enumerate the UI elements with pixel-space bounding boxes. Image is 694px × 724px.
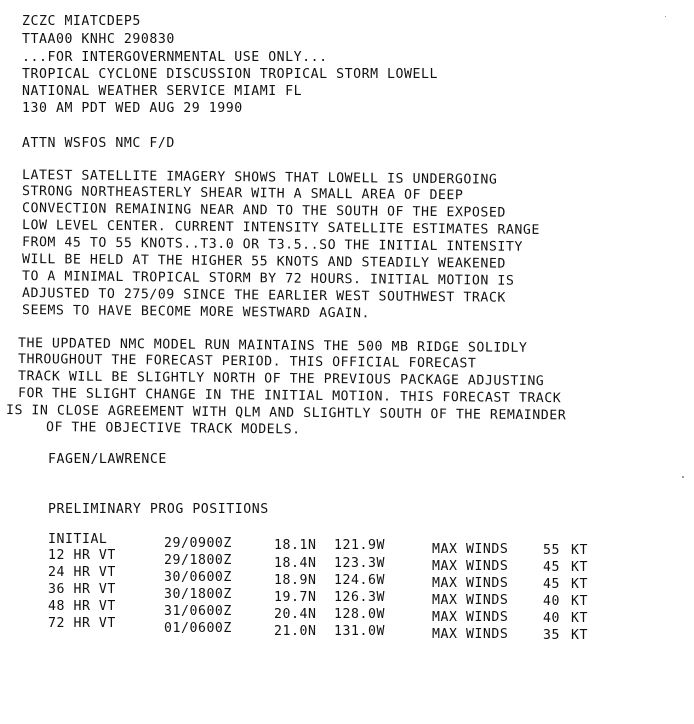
prog-speed: 40 bbox=[543, 611, 560, 626]
prog-lat: 21.0N bbox=[274, 624, 317, 639]
prog-label: 72 HR VT bbox=[48, 616, 116, 631]
prog-time: 01/0600Z bbox=[164, 621, 232, 636]
header-line: NATIONAL WEATHER SERVICE MIAMI FL bbox=[22, 84, 303, 99]
prog-time: 31/0600Z bbox=[164, 604, 232, 619]
prog-winds-label: MAX WINDS bbox=[432, 610, 509, 625]
header-line: TTAA00 KNHC 290830 bbox=[22, 32, 175, 47]
paragraph-line: WILL BE HELD AT THE HIGHER 55 KNOTS AND STEADILY WEAKENED bbox=[21, 252, 506, 272]
prog-winds-label: MAX WINDS bbox=[432, 576, 509, 591]
prog-unit: KT bbox=[571, 560, 588, 575]
prog-speed: 40 bbox=[543, 594, 560, 609]
prog-time: 29/1800Z bbox=[164, 553, 232, 568]
prog-lon: 128.0W bbox=[334, 607, 385, 622]
paragraph-line: FROM 45 TO 55 KNOTS..T3.0 OR T3.5..SO THE INITIAL INTENSITY bbox=[21, 235, 523, 255]
prog-unit: KT bbox=[571, 611, 588, 626]
prog-lon: 126.3W bbox=[334, 590, 385, 605]
paragraph-line: LOW LEVEL CENTER. CURRENT INTENSITY SATELLITE ESTIMATES RANGE bbox=[21, 218, 540, 238]
paragraph-line: SEEMS TO HAVE BECOME MORE WESTWARD AGAIN. bbox=[21, 303, 371, 322]
scan-speck bbox=[665, 16, 666, 17]
paragraph-line: OF THE OBJECTIVE TRACK MODELS. bbox=[45, 420, 301, 438]
prog-unit: KT bbox=[571, 594, 588, 609]
prog-time: 30/0600Z bbox=[164, 570, 232, 585]
signature: FAGEN/LAWRENCE bbox=[48, 452, 167, 467]
prog-title: PRELIMINARY PROG POSITIONS bbox=[48, 502, 269, 517]
prog-winds-label: MAX WINDS bbox=[432, 542, 509, 557]
prog-lon: 123.3W bbox=[334, 556, 385, 571]
prog-lon: 121.9W bbox=[334, 538, 385, 553]
prog-speed: 45 bbox=[543, 560, 560, 575]
prog-lat: 18.9N bbox=[274, 573, 317, 588]
paragraph-line: LATEST SATELLITE IMAGERY SHOWS THAT LOWELL IS UNDERGOING bbox=[21, 168, 498, 188]
paragraph-line: IS IN CLOSE AGREEMENT WITH QLM AND SLIGHTLY SOUTH OF THE REMAINDER bbox=[5, 403, 567, 424]
prog-lat: 19.7N bbox=[274, 590, 317, 605]
prog-speed: 45 bbox=[543, 577, 560, 592]
prog-label: 12 HR VT bbox=[48, 548, 116, 563]
prog-lon: 124.6W bbox=[334, 573, 385, 588]
prog-lat: 18.1N bbox=[274, 538, 317, 553]
prog-time: 30/1800Z bbox=[164, 587, 232, 602]
attn-line: ATTN WSFOS NMC F/D bbox=[22, 136, 175, 151]
prog-label: 24 HR VT bbox=[48, 565, 116, 580]
paragraph-line: CONVECTION REMAINING NEAR AND TO THE SOUTH OF THE EXPOSED bbox=[21, 201, 506, 221]
prog-winds-label: MAX WINDS bbox=[432, 593, 509, 608]
prog-unit: KT bbox=[571, 543, 588, 558]
scan-speck bbox=[682, 476, 684, 478]
prog-time: 29/0900Z bbox=[164, 536, 232, 551]
prog-label: 36 HR VT bbox=[48, 582, 116, 597]
prog-unit: KT bbox=[571, 577, 588, 592]
prog-lat: 20.4N bbox=[274, 607, 317, 622]
prog-lat: 18.4N bbox=[274, 556, 317, 571]
prog-winds-label: MAX WINDS bbox=[432, 559, 509, 574]
paragraph-line: TO A MINIMAL TROPICAL STORM BY 72 HOURS. INITIAL MOTION IS bbox=[21, 269, 515, 289]
prog-label: 48 HR VT bbox=[48, 599, 116, 614]
prog-unit: KT bbox=[571, 628, 588, 643]
header-line: 130 AM PDT WED AUG 29 1990 bbox=[22, 101, 243, 116]
header-line: ...FOR INTERGOVERNMENTAL USE ONLY... bbox=[22, 50, 328, 65]
paragraph-line: TRACK WILL BE SLIGHTLY NORTH OF THE PREVIOUS PACKAGE ADJUSTING bbox=[17, 369, 545, 390]
header-line: ZCZC MIATCDEP5 bbox=[22, 14, 141, 29]
paragraph-line: THE UPDATED NMC MODEL RUN MAINTAINS THE 500 MB RIDGE SOLIDLY bbox=[17, 336, 528, 356]
prog-speed: 55 bbox=[543, 543, 560, 558]
prog-label: INITIAL bbox=[48, 532, 108, 547]
prog-lon: 131.0W bbox=[334, 624, 385, 639]
prog-winds-label: MAX WINDS bbox=[432, 627, 509, 642]
paragraph-line: THROUGHOUT THE FORECAST PERIOD. THIS OFFICIAL FORECAST bbox=[17, 352, 477, 372]
prog-speed: 35 bbox=[543, 628, 560, 643]
paragraph-line: ADJUSTED TO 275/09 SINCE THE EARLIER WEST SOUTHWEST TRACK bbox=[21, 286, 506, 306]
paragraph-line: STRONG NORTHEASTERLY SHEAR WITH A SMALL AREA OF DEEP bbox=[21, 184, 464, 204]
header-line: TROPICAL CYCLONE DISCUSSION TROPICAL STORM LOWELL bbox=[22, 67, 438, 82]
paragraph-line: FOR THE SLIGHT CHANGE IN THE INITIAL MOTION. THIS FORECAST TRACK bbox=[17, 386, 562, 407]
